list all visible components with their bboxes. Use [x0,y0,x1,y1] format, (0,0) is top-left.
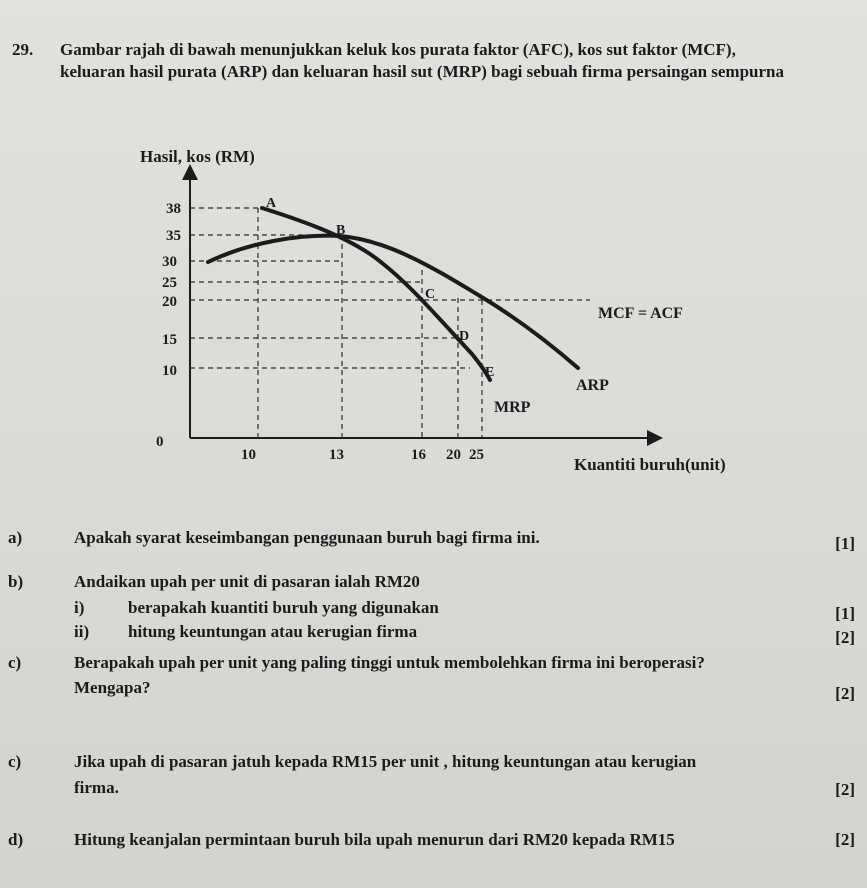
x-tick-label: 13 [329,447,344,463]
item-a-text: Apakah syarat keseimbangan penggunaan buruh bagi firma ini. [74,528,540,547]
mrp-label: MRP [494,399,531,416]
point-label-b: B [336,223,346,238]
item-b-text: Andaikan upah per unit di pasaran ialah RM20 [74,572,420,591]
point-label-d: D [459,329,470,344]
y-axis-title: Hasil, kos (RM) [140,147,255,166]
question-intro-line-2: keluaran hasil purata (ARP) dan keluaran hasil sut (MRP) bagi sebuah firma persaingan sempurna [60,62,785,81]
x-axis-title: Kuantiti buruh(unit) [574,455,726,474]
origin-label: 0 [156,434,164,450]
item-b-i-text: berapakah kuantiti buruh yang digunakan [128,598,439,617]
y-tick-label: 35 [166,228,181,244]
item-d-marks: [2] [835,830,855,849]
y-tick-label: 10 [162,363,177,379]
item-b-ii-text: hitung keuntungan atau kerugian firma [128,622,418,641]
y-tick-label: 20 [162,294,177,310]
item-c1-line-1: Berapakah upah per unit yang paling tinggi untuk membolehkan firma ini beroperasi? [74,653,705,672]
arp-curve [208,236,578,368]
y-tick-label: 30 [162,254,177,270]
item-c2-line-2: firma. [74,778,119,797]
item-c2-label: c) [8,752,22,771]
x-tick-label: 25 [469,447,484,463]
item-c2-marks: [2] [835,780,855,799]
item-c2-line-1: Jika upah di pasaran jatuh kepada RM15 per unit , hitung keuntungan atau kerugian [74,752,697,771]
item-b-i-marks: [1] [835,604,855,623]
y-tick-label: 15 [162,332,177,348]
x-tick-label: 20 [446,447,461,463]
point-label-c: C [425,287,436,302]
item-b-label: b) [8,572,24,591]
y-tick-label: 25 [162,275,177,291]
item-c1-line-2: Mengapa? [74,678,151,697]
mcf-acf-label: MCF = ACF [598,305,683,322]
x-tick-label: 10 [241,447,256,463]
item-b-ii-marks: [2] [835,628,855,647]
item-d-label: d) [8,830,24,849]
question-intro-line-1: Gambar rajah di bawah menunjukkan keluk kos purata faktor (AFC), kos sut faktor (MCF), [60,40,736,59]
item-a-label: a) [8,528,23,547]
item-a-marks: [1] [835,534,855,553]
guide-lines [190,208,482,438]
item-b-ii-label: ii) [74,622,90,641]
item-c1-marks: [2] [835,684,855,703]
item-b-i-label: i) [74,598,85,617]
mrp-curve [262,208,490,380]
point-label-a: A [266,196,277,211]
item-d-text: Hitung keanjalan permintaan buruh bila upah menurun dari RM20 kepada RM15 [74,830,675,849]
arp-label: ARP [576,377,609,394]
point-label-e: E [485,365,495,380]
y-tick-label: 38 [166,201,181,217]
item-c1-label: c) [8,653,22,672]
x-tick-label: 16 [411,447,426,463]
question-number: 29. [12,40,34,59]
